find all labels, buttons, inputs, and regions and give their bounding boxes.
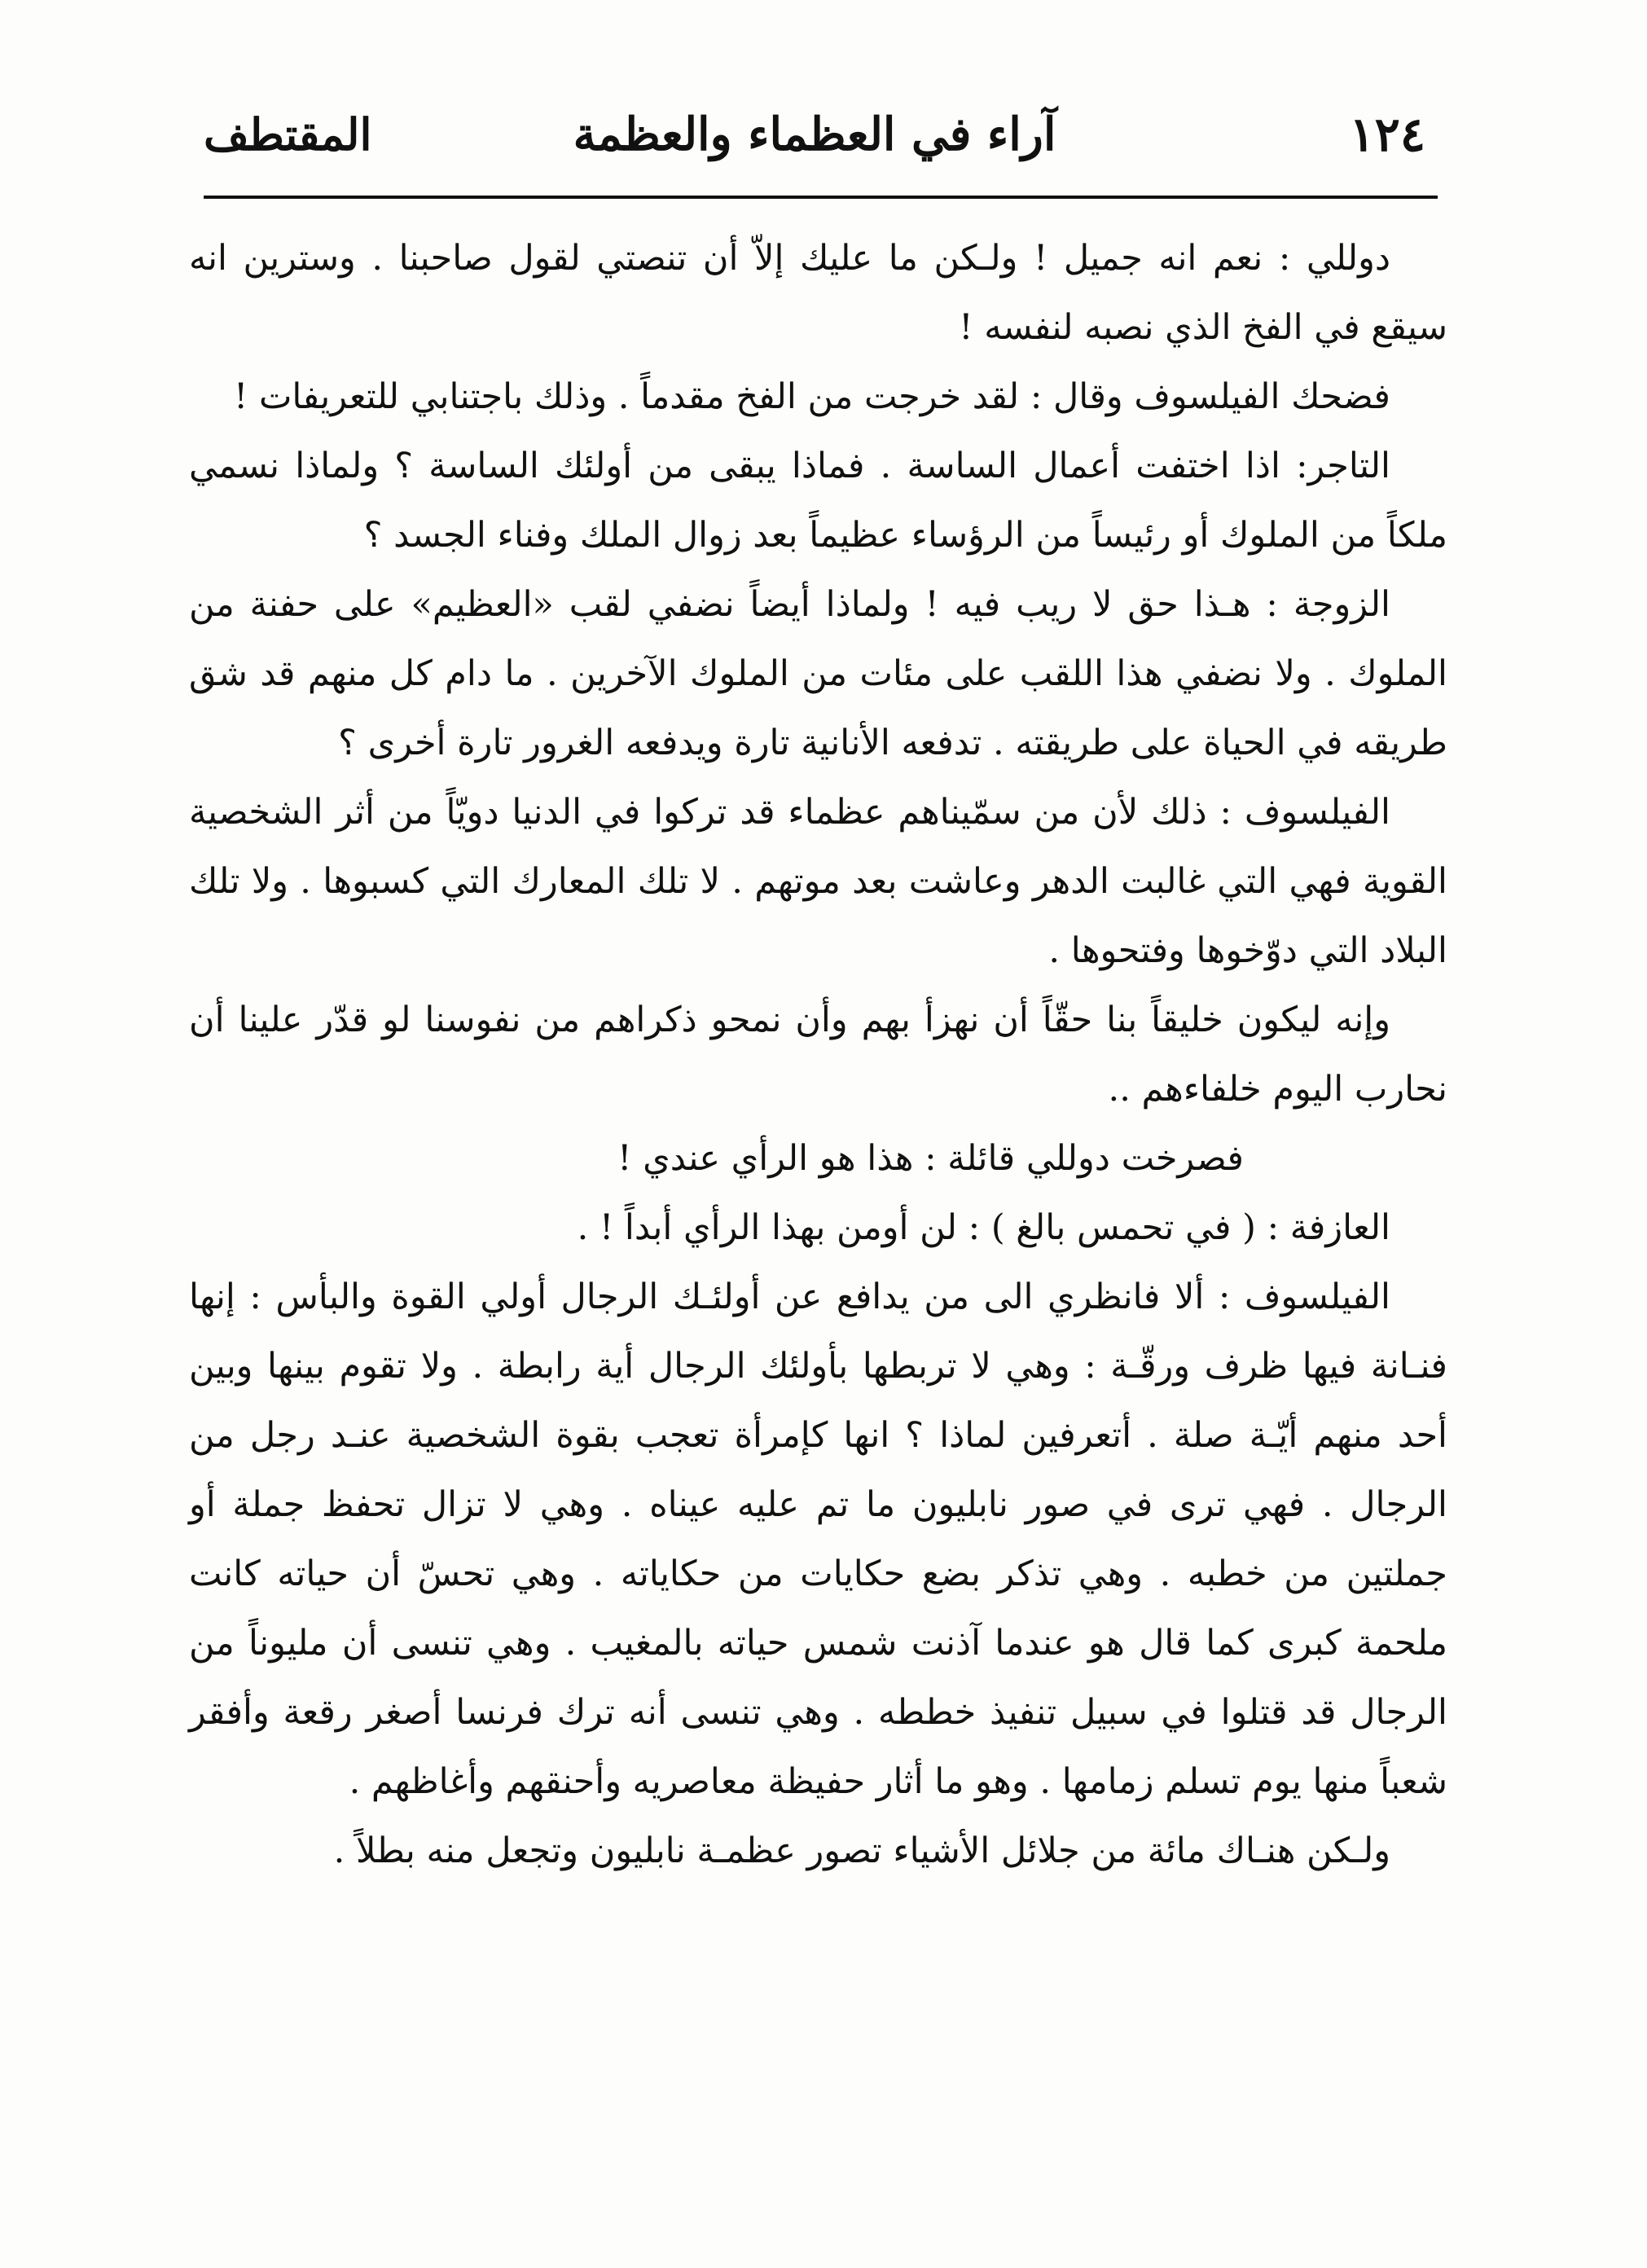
running-header [204,98,1425,171]
page-number: ١٢٤ [1349,107,1425,162]
paragraph-dolly-exclaim: فصرخت دوللي قائلة : هذا هو الرأي عندي ! [617,1138,1244,1179]
header-divider [204,196,1438,199]
paragraph-dolly-reply: دوللي : نعم انه جميل ! ولـكن ما عليك إلاّ أن تنصتي لقول صاحبنا . وسترين انه سيقع في الفخ الذي نصبه لنفسه ! [189,238,1447,348]
paragraph-closing: ولـكن هنـاك مائة من جلائل الأشياء تصور عظمـة نابليون وتجعل منه بطلاً . [333,1831,1390,1871]
paragraph-mock-successors: وإنه ليكون خليقاً بنا حقّاً أن نهزأ بهم وأن نمحو ذكراهم من نفوسنا لو قدّر علينا أن نحارب اليوم خلفاءهم .. [189,1000,1447,1110]
body-text [189,224,1447,1886]
paragraph-philosopher-answer: الفيلسوف : ذلك لأن من سمّيناهم عظماء قد تركوا في الدنيا دويّاً من أثر الشخصية القوية فهي التي غالبت الدهر وعاشت بعد موتهم . لا تلك المعارك التي كسبوها . ولا تلك البلاد التي دوّخوها وفتحوها . [189,792,1447,971]
running-title: آراء في العظماء والعظمة [573,108,1056,161]
paragraph-musician-reply: العازفة : ( في تحمس بالغ ) : لن أومن بهذا الرأي أبداً ! . [577,1207,1390,1248]
paragraph-philosopher-napoleon: الفيلسوف : ألا فانظري الى من يدافع عن أولئـك الرجال أولي القوة والبأس : إنها فنـانة فيها ظرف ورقّـة : وهي لا تربطها بأولئك الرجال أية رابطة . ولا تقوم بينها وبين أحد منهم أيّـة صلة . أتعرفين لماذا ؟ انها كإمرأة تعجب بقوة الشخصية عنـد رجل من الرجال . فهي ترى في صور نابليون ما تم عليه عيناه . وهي لا تزال تحفظ جملة أو جملتين من خطبه . وهي تذكر بضع حكايات من حكاياته . وهي تحسّ أن حياته كانت ملحمة كبرى كما قال هو عندما آذنت شمس حياته بالمغيب . وهي تنسى أن مليوناً من الرجال قد قتلوا في سبيل تنفيذ خططه . وهي تنسى أنه ترك فرنسا أصغر رقعة وأفقر شعباً منها يوم تسلم زمامها . وهو ما أثار حفيظة معاصريه وأحنقهم وأغاظهم . [189,1277,1447,1802]
paragraph-merchant-question: التاجر: اذا اختفت أعمال الساسة . فماذا يبقى من أولئك الساسة ؟ ولماذا نسمي ملكاً من الملوك أو رئيساً من الرؤساء عظيماً بعد زوال الملك وفناء الجسد ؟ [189,446,1447,556]
paragraph-philosopher-laugh: فضحك الفيلسوف وقال : لقد خرجت من الفخ مقدماً . وذلك باجتنابي للتعريفات ! [234,376,1390,417]
paragraph-wife-question: الزوجة : هـذا حق لا ريب فيه ! ولماذا أيضاً نضفي لقب «العظيم» على حفنة من الملوك . ولا نضفي هذا اللقب على مئات من الملوك الآخرين . ما دام كل منهم قد شق طريقه في الحياة على طريقته . تدفعه الأنانية تارة ويدفعه الغرور تارة أخرى ؟ [189,584,1447,763]
journal-name: المقتطف [204,108,372,160]
